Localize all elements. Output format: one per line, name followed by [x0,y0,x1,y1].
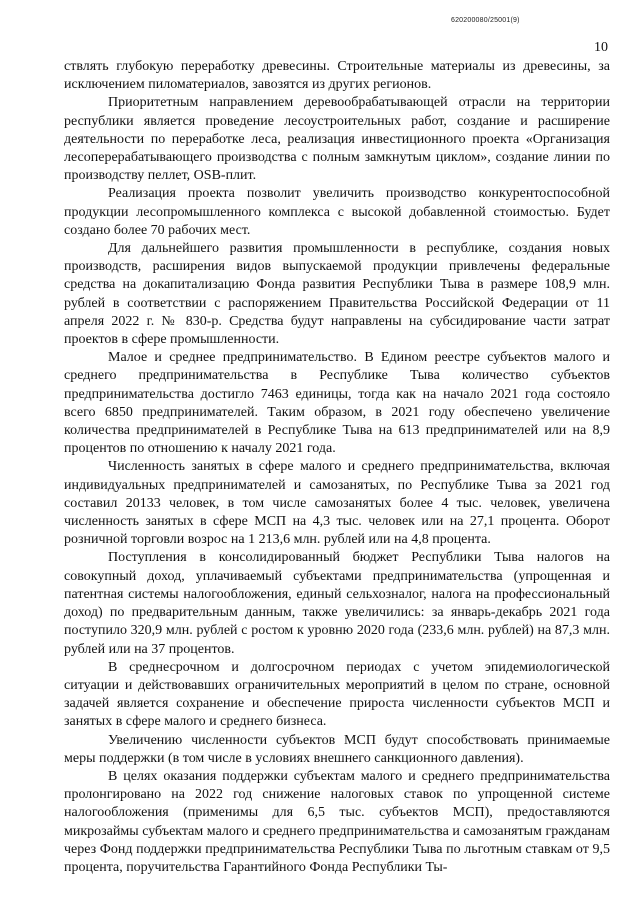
paragraph-3: Реализация проекта позволит увеличить производство конкурентоспособной продукции лесопромышленного комплекса с высокой добавленной стоимостью. Будет создано более 70 рабочих мест. [64,186,610,238]
paragraph-1: ствлять глубокую переработку древесины. Строительные материалы из древесины, за исключением пиломатериалов, завозятся из других регионов. [64,59,610,93]
paragraph-2: Приоритетным направлением деревообрабатывающей отрасли на территории республики является проведение лесоустроительных работ, создание и расширение деятельности по переработке леса, реализация инвестиционного проекта «Организация лесоперерабатывающего производства с полным замкнутым циклом», создание линии по производству пеллет, OSB-плит. [64,95,610,184]
document-id: 620200080/25001(9) [451,17,520,24]
page-number: 10 [594,40,608,55]
paragraph-6: Численность занятых в сфере малого и среднего предпринимательства, включая индивидуальных предпринимателей и самозанятых, по Республике Тыва за 2021 год составил 20133 человек, в том числе самозанятых более 4 тыс. человек, увеличена численность занятых в сфере МСП на 4,3 тыс. человек или на 27,1 процента. Оборот розничной торговли возрос на 1 213,6 млн. рублей или на 4,8 процента. [64,459,610,548]
paragraph-5: Малое и среднее предпринимательство. В Едином реестре субъектов малого и среднего предпринимательства в Республике Тыва количество субъектов предпринимательства достигло 7463 единицы, тогда как на начало 2021 года состояло всего 6850 предпринимателей. Таким образом, в 2021 году обеспечено увеличение количества предпринимателей в Республике Тыва на 613 предпринимателей или на 8,9 процентов по отношению к началу 2021 года. [64,350,610,457]
paragraph-9: Увеличению численности субъектов МСП будут способствовать принимаемые меры поддержки (в том числе в условиях внешнего санкционного давления). [64,732,610,766]
paragraph-4: Для дальнейшего развития промышленности в республике, создания новых производств, расширения видов выпускаемой продукции привлечены федеральные средства на докапитализацию Фонда развития Республики Тыва в размере 108,9 млн. рублей в соответствии с распоряжением Правительства Российской Федерации от 11 апреля 2022 г. № 830-р. Средства будут направлены на субсидирование части затрат проектов в сфере промышленности. [64,241,610,348]
document-body [64,58,610,877]
paragraph-8: В среднесрочном и долгосрочном периодах с учетом эпидемиологической ситуации и действовавших ограничительных мероприятий в целом по стране, основной задачей является сохранение и обеспечение прироста численности субъектов МСП и занятых в сфере малого и среднего бизнеса. [64,659,610,730]
paragraph-10: В целях оказания поддержки субъектам малого и среднего предпринимательства пролонгировано на 2022 год снижение налоговых ставок по упрощенной системе налогообложения (применимы для 6,5 тыс. субъектов МСП), предоставляются микрозаймы субъектам малого и среднего предпринимательства и самозанятым гражданам через Фонд поддержки предпринимательства Республики Тыва по льготным ставкам от 9,5 процента, поручительства Гарантийного Фонда Республики Ты- [64,768,610,875]
paragraph-7: Поступления в консолидированный бюджет Республики Тыва налогов на совокупный доход, уплачиваемый субъектами предпринимательства (упрощенная и патентная системы налогообложения, единый сельхозналог, налога на профессиональный доход) по предварительным данным, также увеличились: за январь-декабрь 2021 года поступило 320,9 млн. рублей с ростом к уровню 2020 года (233,6 млн. рублей) на 87,3 млн. рублей или на 37 процентов. [64,550,610,657]
